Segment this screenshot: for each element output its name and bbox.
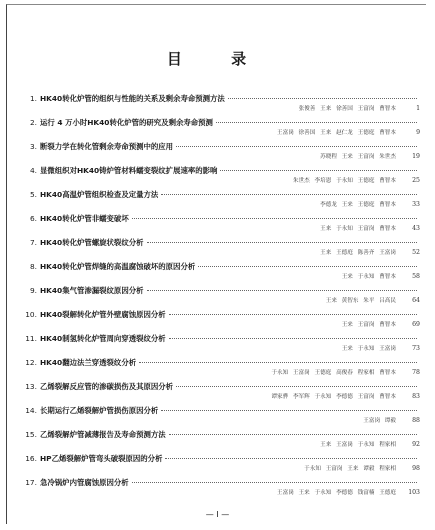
entry-number: 3. [29, 142, 37, 151]
entry-authors: 王来 于永知 王富岗 曹智本 [320, 226, 396, 232]
toc-author-line [22, 416, 420, 426]
leader-dots [147, 290, 418, 291]
entry-title: HK40转化炉管非蠕变破坏 [40, 214, 129, 223]
toc-entry[interactable] [22, 117, 420, 138]
entry-number: 13. [25, 382, 37, 391]
toc-entry[interactable] [22, 309, 420, 330]
leader-dots [165, 458, 417, 459]
entry-title: HK40翻边法兰穿透裂纹分析 [40, 358, 137, 367]
toc-title-line [22, 333, 420, 344]
entry-page-number: 25 [412, 177, 420, 184]
toc-author-line [22, 344, 420, 354]
entry-page-number: 98 [412, 465, 420, 472]
toc-entry[interactable] [22, 93, 420, 114]
entry-authors: 王来 王富岗 于永知 程家相 [320, 442, 396, 448]
entry-page-number: 88 [412, 417, 420, 424]
toc-title-line [22, 453, 420, 464]
toc-entry[interactable] [22, 165, 420, 186]
toc-entry[interactable] [22, 333, 420, 354]
entry-page-number: 43 [412, 225, 420, 232]
toc-entry[interactable] [22, 237, 420, 258]
page-title: 目 录 [166, 50, 269, 68]
entry-authors: 于永知 王富岗 王来 谭毅 程家相 [304, 466, 396, 472]
entry-authors: 谭家骅 李军辉 于永知 李德德 王富岗 曹智本 [271, 394, 396, 400]
leader-dots [147, 242, 418, 243]
entry-title: HK40转化炉管焊缝的高温腐蚀破坏的原因分析 [40, 262, 196, 271]
entry-number: 11. [25, 334, 37, 343]
entry-title: 急冷锅炉内管腐蚀原因分析 [40, 478, 129, 487]
entry-title: HK40高温炉管组织检查及定量方法 [40, 190, 159, 199]
toc-author-line [22, 392, 420, 402]
entry-number: 1. [29, 94, 37, 103]
leader-dots [198, 266, 417, 267]
toc-title-line [22, 285, 420, 296]
entry-number: 15. [25, 430, 37, 439]
entry-number: 5. [29, 190, 37, 199]
leader-dots [161, 194, 417, 195]
toc-author-line [22, 152, 420, 162]
toc-author-line [22, 488, 420, 498]
toc-title-line [22, 237, 420, 248]
toc-entry[interactable] [22, 453, 420, 474]
toc-title-line [22, 117, 420, 128]
entry-authors: 王来 黄智东 朱平 吕高民 [325, 298, 396, 304]
entry-number: 17. [25, 478, 37, 487]
toc-author-line [22, 248, 420, 258]
entry-page-number: 1 [416, 105, 420, 112]
toc-title-line [22, 165, 420, 176]
toc-entry[interactable] [22, 285, 420, 306]
entry-title: HK40转化炉管的组织与性能的关系及剩余寿命预测方法 [40, 94, 225, 103]
entry-page-number: 78 [412, 369, 420, 376]
toc-entry[interactable] [22, 477, 420, 498]
toc-entry[interactable] [22, 429, 420, 450]
entry-page-number: 92 [412, 441, 420, 448]
leader-dots [132, 218, 417, 219]
entry-authors: 王来 于永知 曹智本 [341, 274, 396, 280]
entry-authors: 王富岗 谭毅 [363, 418, 396, 424]
entry-authors: 王富岗 徐善国 王来 赵仁龙 王德庭 曹智本 [277, 130, 396, 136]
entry-number: 12. [25, 358, 37, 367]
toc-entry[interactable] [22, 213, 420, 234]
leader-dots [169, 338, 417, 339]
entry-authors: 张俊善 王来 徐善国 王富岗 曹智本 [298, 106, 396, 112]
leader-dots [176, 146, 417, 147]
toc-author-line [22, 176, 420, 186]
entry-page-number: 69 [412, 321, 420, 328]
toc-title-line [22, 357, 420, 368]
entry-page-number: 83 [412, 393, 420, 400]
toc-author-line [22, 224, 420, 234]
leader-dots [176, 386, 417, 387]
entry-page-number: 73 [412, 345, 420, 352]
leader-dots [169, 434, 417, 435]
entry-authors: 王来 王德庭 陈善齐 王富岗 [320, 250, 396, 256]
entry-page-number: 64 [412, 297, 420, 304]
entry-page-number: 9 [416, 129, 420, 136]
table-of-contents [22, 93, 420, 501]
leader-dots [139, 362, 417, 363]
leader-dots [228, 98, 417, 99]
toc-author-line [22, 200, 420, 210]
toc-title-line [22, 141, 420, 152]
entry-number: 4. [29, 166, 37, 175]
toc-author-line [22, 272, 420, 282]
entry-number: 8. [29, 262, 37, 271]
entry-title: 乙烯裂解炉管减薄报告及寿命预测方法 [40, 430, 166, 439]
toc-title-line [22, 477, 420, 488]
toc-entry[interactable] [22, 381, 420, 402]
toc-title-line [22, 261, 420, 272]
entry-title: 长期运行乙烯裂解炉管损伤原因分析 [40, 406, 159, 415]
entry-number: 10. [25, 310, 37, 319]
entry-page-number: 19 [412, 153, 420, 160]
entry-authors: 于永知 王富岗 王德庭 高俊春 程家相 曹智本 [271, 370, 396, 376]
toc-title-line [22, 309, 420, 320]
entry-number: 16. [25, 454, 37, 463]
entry-authors: 苏晓程 王来 王富岗 朱世杰 [320, 154, 396, 160]
page-number: — I — [205, 510, 230, 519]
toc-entry[interactable] [22, 141, 420, 162]
entry-authors: 王富岗 王来 于永知 李德德 钱富楠 王德庭 [277, 490, 396, 496]
toc-author-line [22, 440, 420, 450]
entry-authors: 王来 于永知 王富岗 [341, 346, 396, 352]
toc-author-line [22, 296, 420, 306]
entry-number: 7. [29, 238, 37, 247]
toc-title-line [22, 429, 420, 440]
entry-number: 2. [29, 118, 37, 127]
toc-author-line [22, 104, 420, 114]
entry-page-number: 33 [412, 201, 420, 208]
toc-author-line [22, 368, 420, 378]
leader-dots [220, 170, 417, 171]
leader-dots [161, 410, 417, 411]
entry-title: HK40集气管渗漏裂纹原因分析 [40, 286, 144, 295]
toc-author-line [22, 464, 420, 474]
toc-author-line [22, 128, 420, 138]
leader-dots [132, 482, 417, 483]
entry-authors: 王来 王富岗 曹智本 [341, 322, 396, 328]
leader-dots [216, 122, 417, 123]
entry-title: HK40制氢转化炉管周向穿透裂纹分析 [40, 334, 166, 343]
entry-title: HK40转化炉管螺旋状裂纹分析 [40, 238, 144, 247]
entry-page-number: 103 [408, 489, 420, 496]
entry-title: 断裂力学在转化管剩余寿命预测中的应用 [40, 142, 174, 151]
toc-entry[interactable] [22, 405, 420, 426]
entry-title: HK40裂解转化炉管外壁腐蚀原因分析 [40, 310, 166, 319]
toc-entry[interactable] [22, 357, 420, 378]
leader-dots [169, 314, 417, 315]
entry-number: 9. [29, 286, 37, 295]
entry-title: 运行 4 万小时HK40转化炉管的研究及剩余寿命预测 [40, 118, 213, 127]
entry-page-number: 58 [412, 273, 420, 280]
toc-author-line [22, 320, 420, 330]
toc-title-line [22, 93, 420, 104]
toc-title-line [22, 189, 420, 200]
entry-title: 乙烯裂解反应管的渗碳损伤及其原因分析 [40, 382, 174, 391]
entry-number: 14. [25, 406, 37, 415]
entry-authors: 李德龙 王来 王德庭 曹智本 [320, 202, 396, 208]
entry-title: 显微组织对HK40铸炉管材料蠕变裂纹扩展速率的影响 [40, 166, 218, 175]
entry-page-number: 52 [412, 249, 420, 256]
toc-entry[interactable] [22, 189, 420, 210]
entry-authors: 朱世杰 李培恩 于永知 王德庭 曹智本 [292, 178, 396, 184]
entry-title: HP乙烯裂解炉管弯头破裂原因的分析 [40, 454, 163, 463]
toc-entry[interactable] [22, 261, 420, 282]
toc-title-line [22, 381, 420, 392]
toc-title-line [22, 213, 420, 224]
toc-title-line [22, 405, 420, 416]
entry-number: 6. [29, 214, 37, 223]
